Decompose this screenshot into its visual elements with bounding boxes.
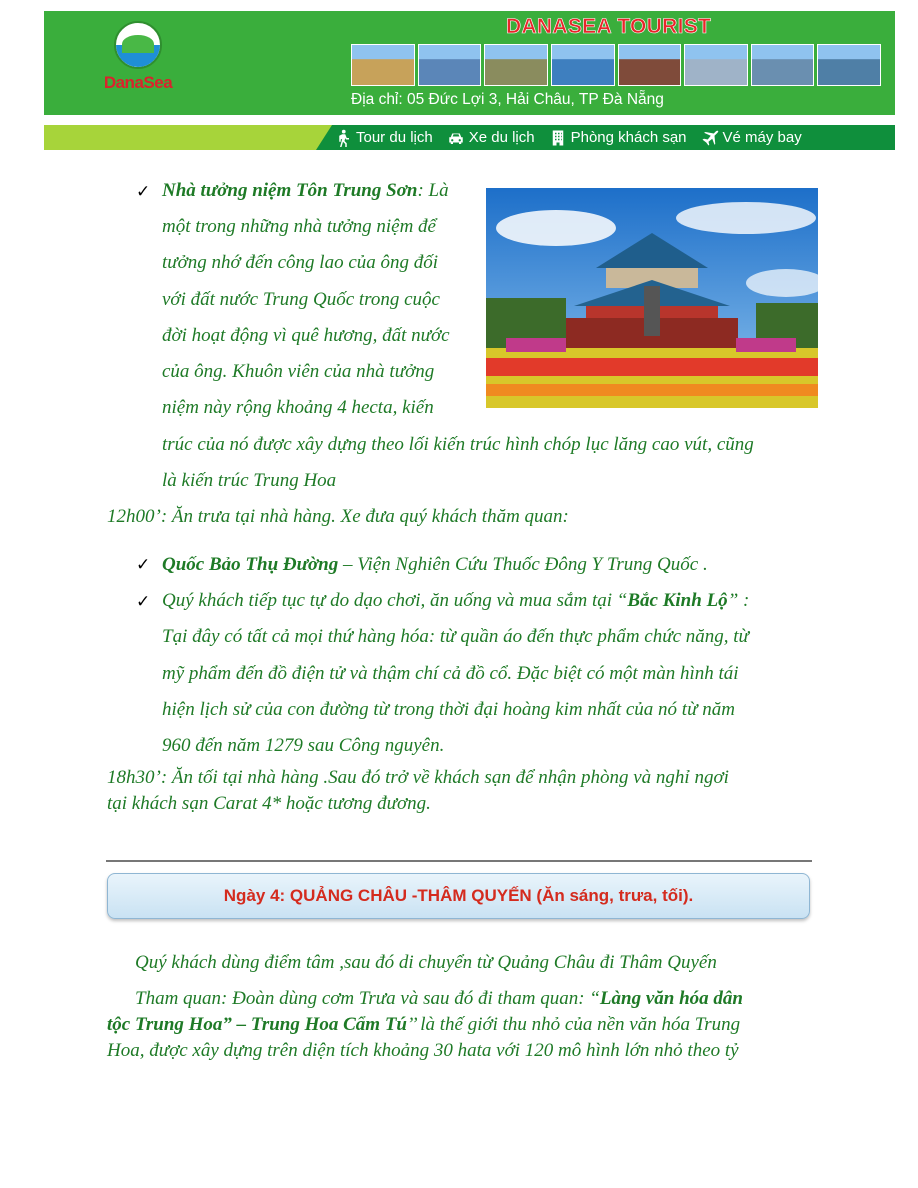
item2-line: [162, 547, 708, 583]
day4-paragraph: Quý khách dùng điểm tâm ,sau đó di chuyển từ Quảng Châu đi Thâm Quyến: [135, 952, 717, 973]
day4-paragraph-line: Hoa, được xây dựng trên diện tích khoảng 30 hata với 120 mô hình lớn nhỏ theo tỷ: [107, 1040, 739, 1061]
day-4-heading: [107, 873, 810, 919]
item3-line: hiện lịch sử của con đường từ trong thời đại hoàng kim nhất của nó từ năm: [162, 699, 735, 720]
item3-highlight: Bắc Kinh Lộ: [627, 590, 728, 611]
item1-line: đời hoạt động vì quê hương, đất nước: [162, 325, 450, 346]
item3-line: mỹ phẩm đến đồ điện tử và thậm chí cả đồ cổ. Đặc biệt có một màn hình tái: [162, 663, 739, 684]
item1-text: : Là: [417, 180, 449, 201]
day4-highlight: tộc Trung Hoa” – Trung Hoa Cẩm Tú: [107, 1014, 408, 1035]
nav-label: Tour du lịch: [356, 129, 433, 146]
item1-line: tưởng nhớ đến công lao của ông đối: [162, 252, 439, 273]
section-divider: [106, 860, 812, 862]
evening-schedule-cont: tại khách sạn Carat 4* hoặc tương đương.: [107, 793, 431, 814]
item1-line: của ông. Khuôn viên của nhà tưởng: [162, 361, 435, 382]
day4-highlight: Làng văn hóa dân: [599, 988, 743, 1009]
noon-schedule: 12h00’: Ăn trưa tại nhà hàng. Xe đưa quý khách thăm quan:: [107, 506, 569, 527]
evening-schedule: 18h30’: Ăn tối tại nhà hàng .Sau đó trở về khách sạn để nhận phòng và nghỉ ngơi: [107, 767, 729, 788]
nav-label: Phòng khách sạn: [570, 129, 687, 146]
check-icon: ✓: [136, 555, 151, 575]
item1-line: là kiến trúc Trung Hoa: [162, 470, 337, 491]
item3-text: Quý khách tiếp tục tự do dạo chơi, ăn uống và mua sắm tại “: [162, 590, 628, 611]
brand-title: DANASEA TOURIST: [506, 15, 712, 38]
item1-title: Nhà tưởng niệm Tôn Trung Sơn: [162, 180, 418, 201]
nav-label: Xe du lịch: [468, 129, 535, 146]
day4-text: Tham quan: Đoàn dùng cơm Trưa và sau đó đi tham quan: “: [135, 988, 600, 1009]
day4-paragraph-line: [135, 986, 743, 1012]
item1-line: một trong những nhà tưởng niệm để: [162, 216, 436, 237]
item1-first-line: [162, 173, 449, 209]
day4-text: ’’ là thế giới thu nhỏ của nền văn hóa Trung: [407, 1014, 741, 1035]
item3-line: Tại đây có tất cả mọi thứ hàng hóa: từ quần áo đến thực phẩm chức năng, từ: [162, 626, 749, 647]
nav-label: Vé máy bay: [722, 129, 802, 146]
item3-line: 960 đến năm 1279 sau Công nguyên.: [162, 735, 445, 756]
day-title: Ngày 4: QUẢNG CHÂU -THÂM QUYẾN (Ăn sáng, trưa, tối).: [223, 886, 694, 905]
item3-first-line: [162, 583, 749, 619]
logo-text: DanaSea: [103, 73, 173, 92]
item1-line: với đất nước Trung Quốc trong cuộc: [162, 289, 440, 310]
check-icon: ✓: [136, 182, 151, 202]
check-icon: ✓: [136, 592, 151, 612]
item3-text: ” :: [727, 590, 750, 611]
item2-title: Quốc Bảo Thụ Đường: [162, 554, 339, 575]
day4-paragraph-line: [107, 1012, 740, 1038]
item1-line: niệm này rộng khoảng 4 hecta, kiến: [162, 397, 434, 418]
item1-line: trúc của nó được xây dựng theo lối kiến trúc hình chóp lục lăng cao vút, cũng: [162, 434, 754, 455]
item2-text: – Viện Nghiên Cứu Thuốc Đông Y Trung Quốc .: [338, 554, 708, 575]
company-address: Địa chỉ: 05 Đức Lợi 3, Hải Châu, TP Đà Nẵng: [351, 91, 664, 108]
sun-yat-sen-memorial-photo: [486, 188, 818, 408]
